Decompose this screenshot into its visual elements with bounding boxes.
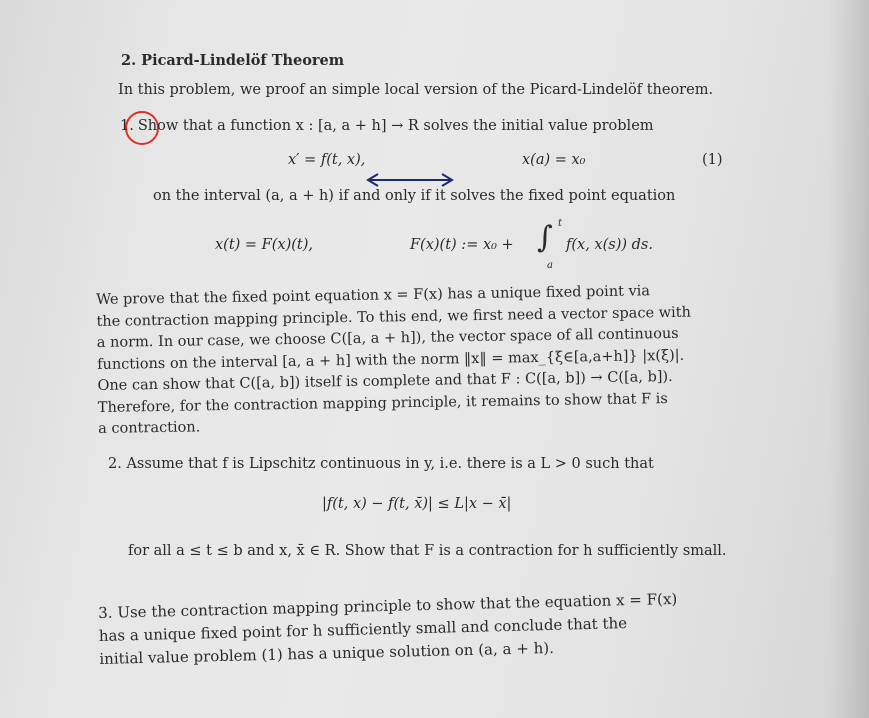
question-2: 2. Assume that f is Lipschitz continuous in y, i.e. there is a L > 0 such that <box>108 456 654 472</box>
question-3-line: 3. Use the contraction mapping principle to show that the equation x = F(x) <box>98 589 678 622</box>
page-edge-shadow <box>829 0 869 718</box>
intro-text: In this problem, we proof an simple local version of the Picard-Lindelöf theorem. <box>118 82 714 98</box>
paragraph-line: a norm. In our case, we choose C([a, a + h]), the vector space of all continuous <box>96 325 679 351</box>
fixed-point-equation: x(t) = F(x)(t), <box>215 237 313 253</box>
paragraph-line: functions on the interval [a, a + h] with the norm ‖x‖ = max_{ξ∈[a,a+h]} |x(ξ)|. <box>97 347 685 373</box>
paragraph-line: the contraction mapping principle. To this end, we first need a vector space with <box>96 304 692 330</box>
double-arrow-annotation <box>364 172 456 188</box>
paragraph-line: a contraction. <box>98 419 201 437</box>
ivp-equation: x′ = f(t, x), <box>288 152 366 168</box>
question-1-number: 1. <box>120 118 134 134</box>
question-1-text: Show that a function x : [a, a + h] → R solves the initial value problem <box>137 118 654 134</box>
equation-label: (1) <box>702 152 723 168</box>
interval-text: on the interval (a, a + h) if and only if it solves the fixed point equation <box>153 188 676 204</box>
integral-upper-limit: t <box>558 218 563 229</box>
paragraph-line: We prove that the fixed point equation x = F(x) has a unique fixed point via <box>96 283 651 308</box>
paragraph-line: One can show that C([a, b]) itself is complete and that F : C([a, b]) → C([a, b]). <box>97 368 673 394</box>
integral-lower-limit: a <box>547 260 553 271</box>
paragraph-line: Therefore, for the contraction mapping principle, it remains to show that F is <box>97 390 668 416</box>
contraction-paragraph <box>96 280 750 441</box>
question-2-followup: for all a ≤ t ≤ b and x, x̄ ∈ R. Show that F is a contraction for h sufficiently small. <box>128 543 727 559</box>
operator-definition: F(x)(t) := x₀ + <box>410 237 514 253</box>
integral-sign: ∫ <box>537 220 553 255</box>
integrand: f(x, x(s)) ds. <box>566 237 653 253</box>
ivp-initial-condition: x(a) = x₀ <box>522 152 586 168</box>
lipschitz-inequality: |f(t, x) − f(t, x̄)| ≤ L|x − x̄| <box>322 496 512 512</box>
question-3-line: initial value problem (1) has a unique solution on (a, a + h). <box>99 638 555 668</box>
question-1 <box>120 118 654 134</box>
question-3-line: has a unique fixed point for h sufficiently small and conclude that the <box>98 614 628 645</box>
section-title: 2. Picard-Lindelöf Theorem <box>121 52 345 69</box>
question-3 <box>98 586 769 671</box>
